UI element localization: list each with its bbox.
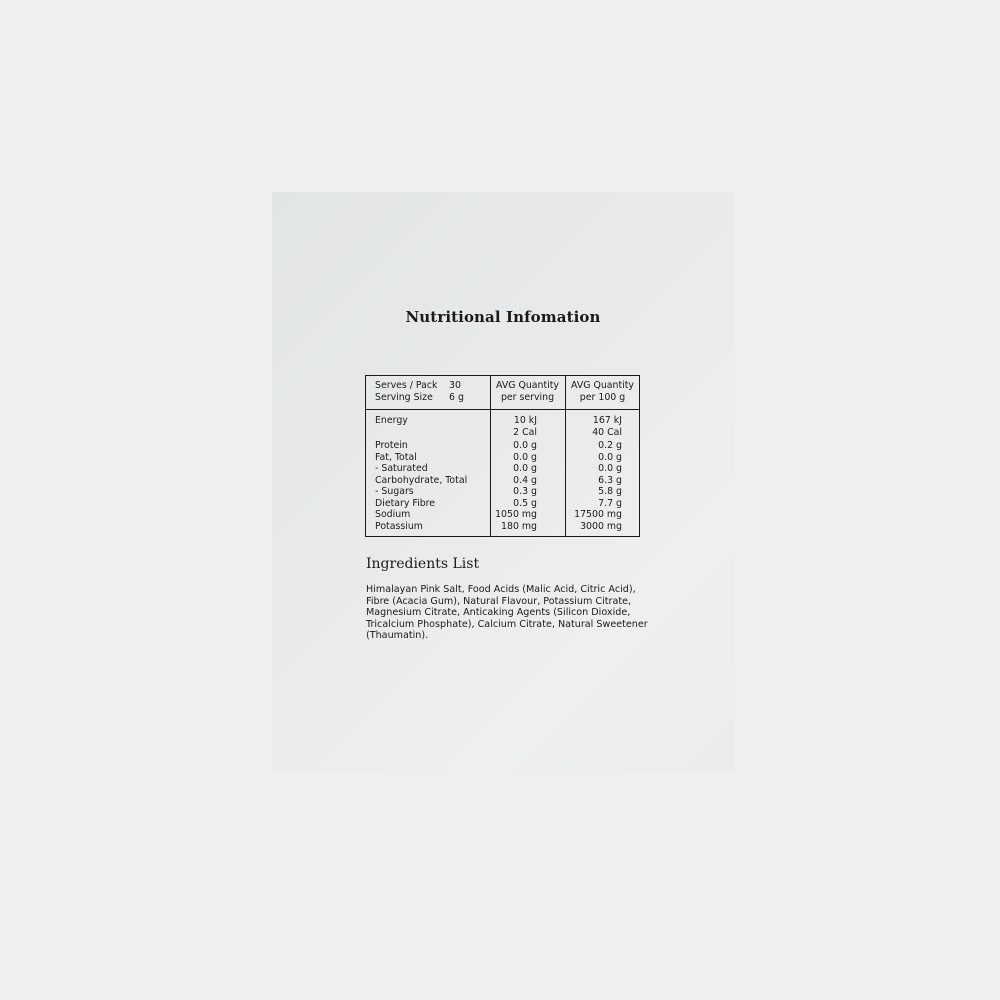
table-row bbox=[366, 521, 639, 533]
row-per100-value: 167 kJ bbox=[592, 415, 622, 426]
table-body bbox=[366, 415, 639, 532]
row-label: Dietary Fibre bbox=[375, 497, 436, 509]
table-row bbox=[366, 463, 639, 475]
row-label: Fat, Total bbox=[375, 451, 417, 463]
row-per100-value: 0.2 g bbox=[598, 440, 622, 451]
row-label: Potassium bbox=[375, 520, 423, 532]
col-100g-subheader: per 100 g bbox=[579, 391, 626, 403]
row-serving-value: 0.0 g bbox=[513, 440, 537, 451]
table-row bbox=[366, 427, 639, 439]
row-serving-value: 180 mg bbox=[501, 520, 537, 532]
table-row bbox=[366, 509, 639, 521]
col-100g-header: AVG Quantity bbox=[571, 380, 634, 391]
row-serving-value: 1050 mg bbox=[495, 509, 537, 520]
row-label: Carbohydrate, Total bbox=[375, 474, 468, 486]
row-serving-value: 0.5 g bbox=[513, 497, 537, 509]
row-label: Protein bbox=[375, 440, 408, 451]
row-per100-value: 6.3 g bbox=[598, 474, 622, 486]
table-row bbox=[366, 415, 639, 427]
nutrition-panel bbox=[272, 192, 734, 772]
table-row bbox=[366, 486, 639, 498]
row-serving-value: 0.3 g bbox=[513, 486, 537, 497]
ingredients-heading: Ingredients List bbox=[366, 556, 480, 572]
col-serving-header: AVG Quantity bbox=[496, 380, 559, 391]
table-row bbox=[366, 452, 639, 464]
ingredients-text: Himalayan Pink Salt, Food Acids (Malic Acid, Citric Acid), Fibre (Acacia Gum), Natural Flavour, Potassium Citrate, Magnesium Citrate, Anticaking Agents (Silicon Dioxide, Tricalcium Phosphate), Calcium Citrate, Natural Sweetener (Thaumatin). bbox=[366, 584, 648, 642]
col-serving-subheader: per serving bbox=[500, 391, 555, 403]
row-per100-value: 7.7 g bbox=[598, 497, 622, 509]
row-per100-value: 17500 mg bbox=[574, 509, 622, 520]
row-label: Energy bbox=[375, 415, 408, 426]
row-serving-value: 0.0 g bbox=[513, 463, 537, 474]
row-per100-value: 0.0 g bbox=[598, 451, 622, 463]
nutrition-table bbox=[365, 375, 640, 537]
row-serving-value: 0.4 g bbox=[513, 474, 537, 486]
serving-size-value: 6 g bbox=[449, 391, 464, 403]
row-label: - Saturated bbox=[375, 463, 428, 474]
table-row bbox=[366, 475, 639, 487]
row-per100-value: 40 Cal bbox=[592, 426, 622, 438]
serving-size-label: Serving Size bbox=[375, 391, 433, 403]
row-serving-value: 0.0 g bbox=[513, 451, 537, 463]
row-serving-value: 2 Cal bbox=[513, 426, 537, 438]
row-per100-value: 0.0 g bbox=[598, 463, 622, 474]
panel-title: Nutritional Infomation bbox=[405, 308, 601, 326]
table-header-rule bbox=[366, 409, 639, 410]
table-row bbox=[366, 440, 639, 452]
row-label: Sodium bbox=[375, 509, 411, 520]
serves-label: Serves / Pack bbox=[375, 380, 438, 391]
row-per100-value: 3000 mg bbox=[580, 520, 622, 532]
table-row bbox=[366, 498, 639, 510]
row-label: - Sugars bbox=[375, 486, 414, 497]
row-serving-value: 10 kJ bbox=[513, 415, 537, 426]
serves-value: 30 bbox=[449, 380, 461, 391]
row-per100-value: 5.8 g bbox=[598, 486, 622, 497]
